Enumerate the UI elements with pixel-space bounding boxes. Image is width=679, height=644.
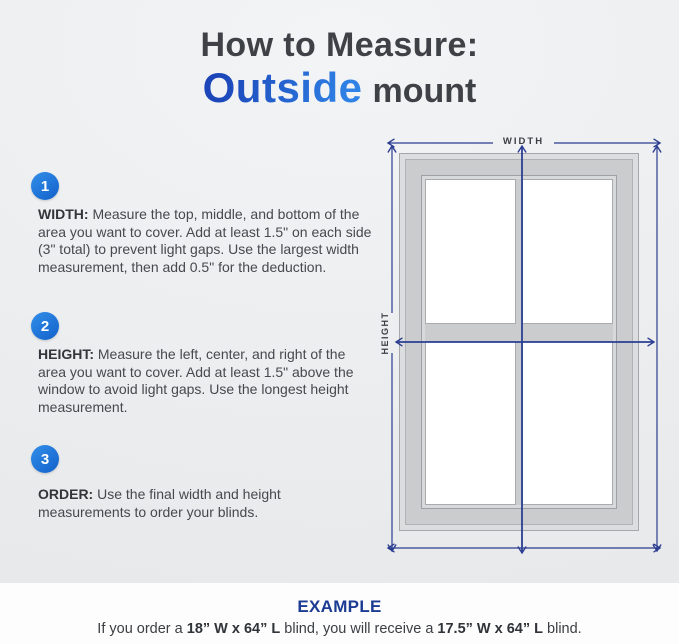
- step-1-label: WIDTH:: [38, 206, 89, 222]
- subtitle-suffix: mount: [372, 72, 477, 110]
- page-subtitle: [0, 64, 679, 112]
- example-sentence: [0, 621, 679, 637]
- step-1-badge: 1: [31, 172, 59, 200]
- step-2-badge: 2: [31, 312, 59, 340]
- window-measure-diagram: [380, 133, 670, 563]
- step-1-text: [38, 206, 376, 276]
- example-heading: EXAMPLE: [297, 597, 382, 616]
- step-2-body: Measure the left, center, and right of the area you want to cover. Add at least 1.5" above the window to avoid light gaps. Use the longest height measurement.: [38, 346, 354, 415]
- example-order-size: 18” W x 64” L: [186, 621, 281, 637]
- example-middle: blind, you will receive a: [280, 621, 438, 637]
- page-title: How to Measure:: [200, 26, 479, 64]
- step-2-text: [38, 346, 376, 416]
- step-3-text: [38, 486, 376, 521]
- height-label: HEIGHT: [380, 311, 390, 355]
- width-label: WIDTH: [502, 136, 545, 147]
- measurement-arrows: [380, 133, 670, 563]
- example-prefix: If you order a: [97, 621, 187, 637]
- step-3-label: ORDER:: [38, 486, 94, 502]
- step-2-label: HEIGHT:: [38, 346, 94, 362]
- example-receive-size: 17.5” W x 64” L: [437, 621, 543, 637]
- subtitle-highlight: Outside: [202, 64, 363, 111]
- step-3-badge: 3: [31, 445, 59, 473]
- step-3-body: Use the final width and height measurements to order your blinds.: [38, 486, 281, 520]
- example-suffix: blind.: [543, 621, 582, 637]
- step-1-body: Measure the top, middle, and bottom of the area you want to cover. Add at least 1.5" on each side (3" total) to prevent light gaps. Use the largest width measurement, then add 0.5" for the deduction.: [38, 206, 372, 275]
- example-footer: [0, 583, 679, 644]
